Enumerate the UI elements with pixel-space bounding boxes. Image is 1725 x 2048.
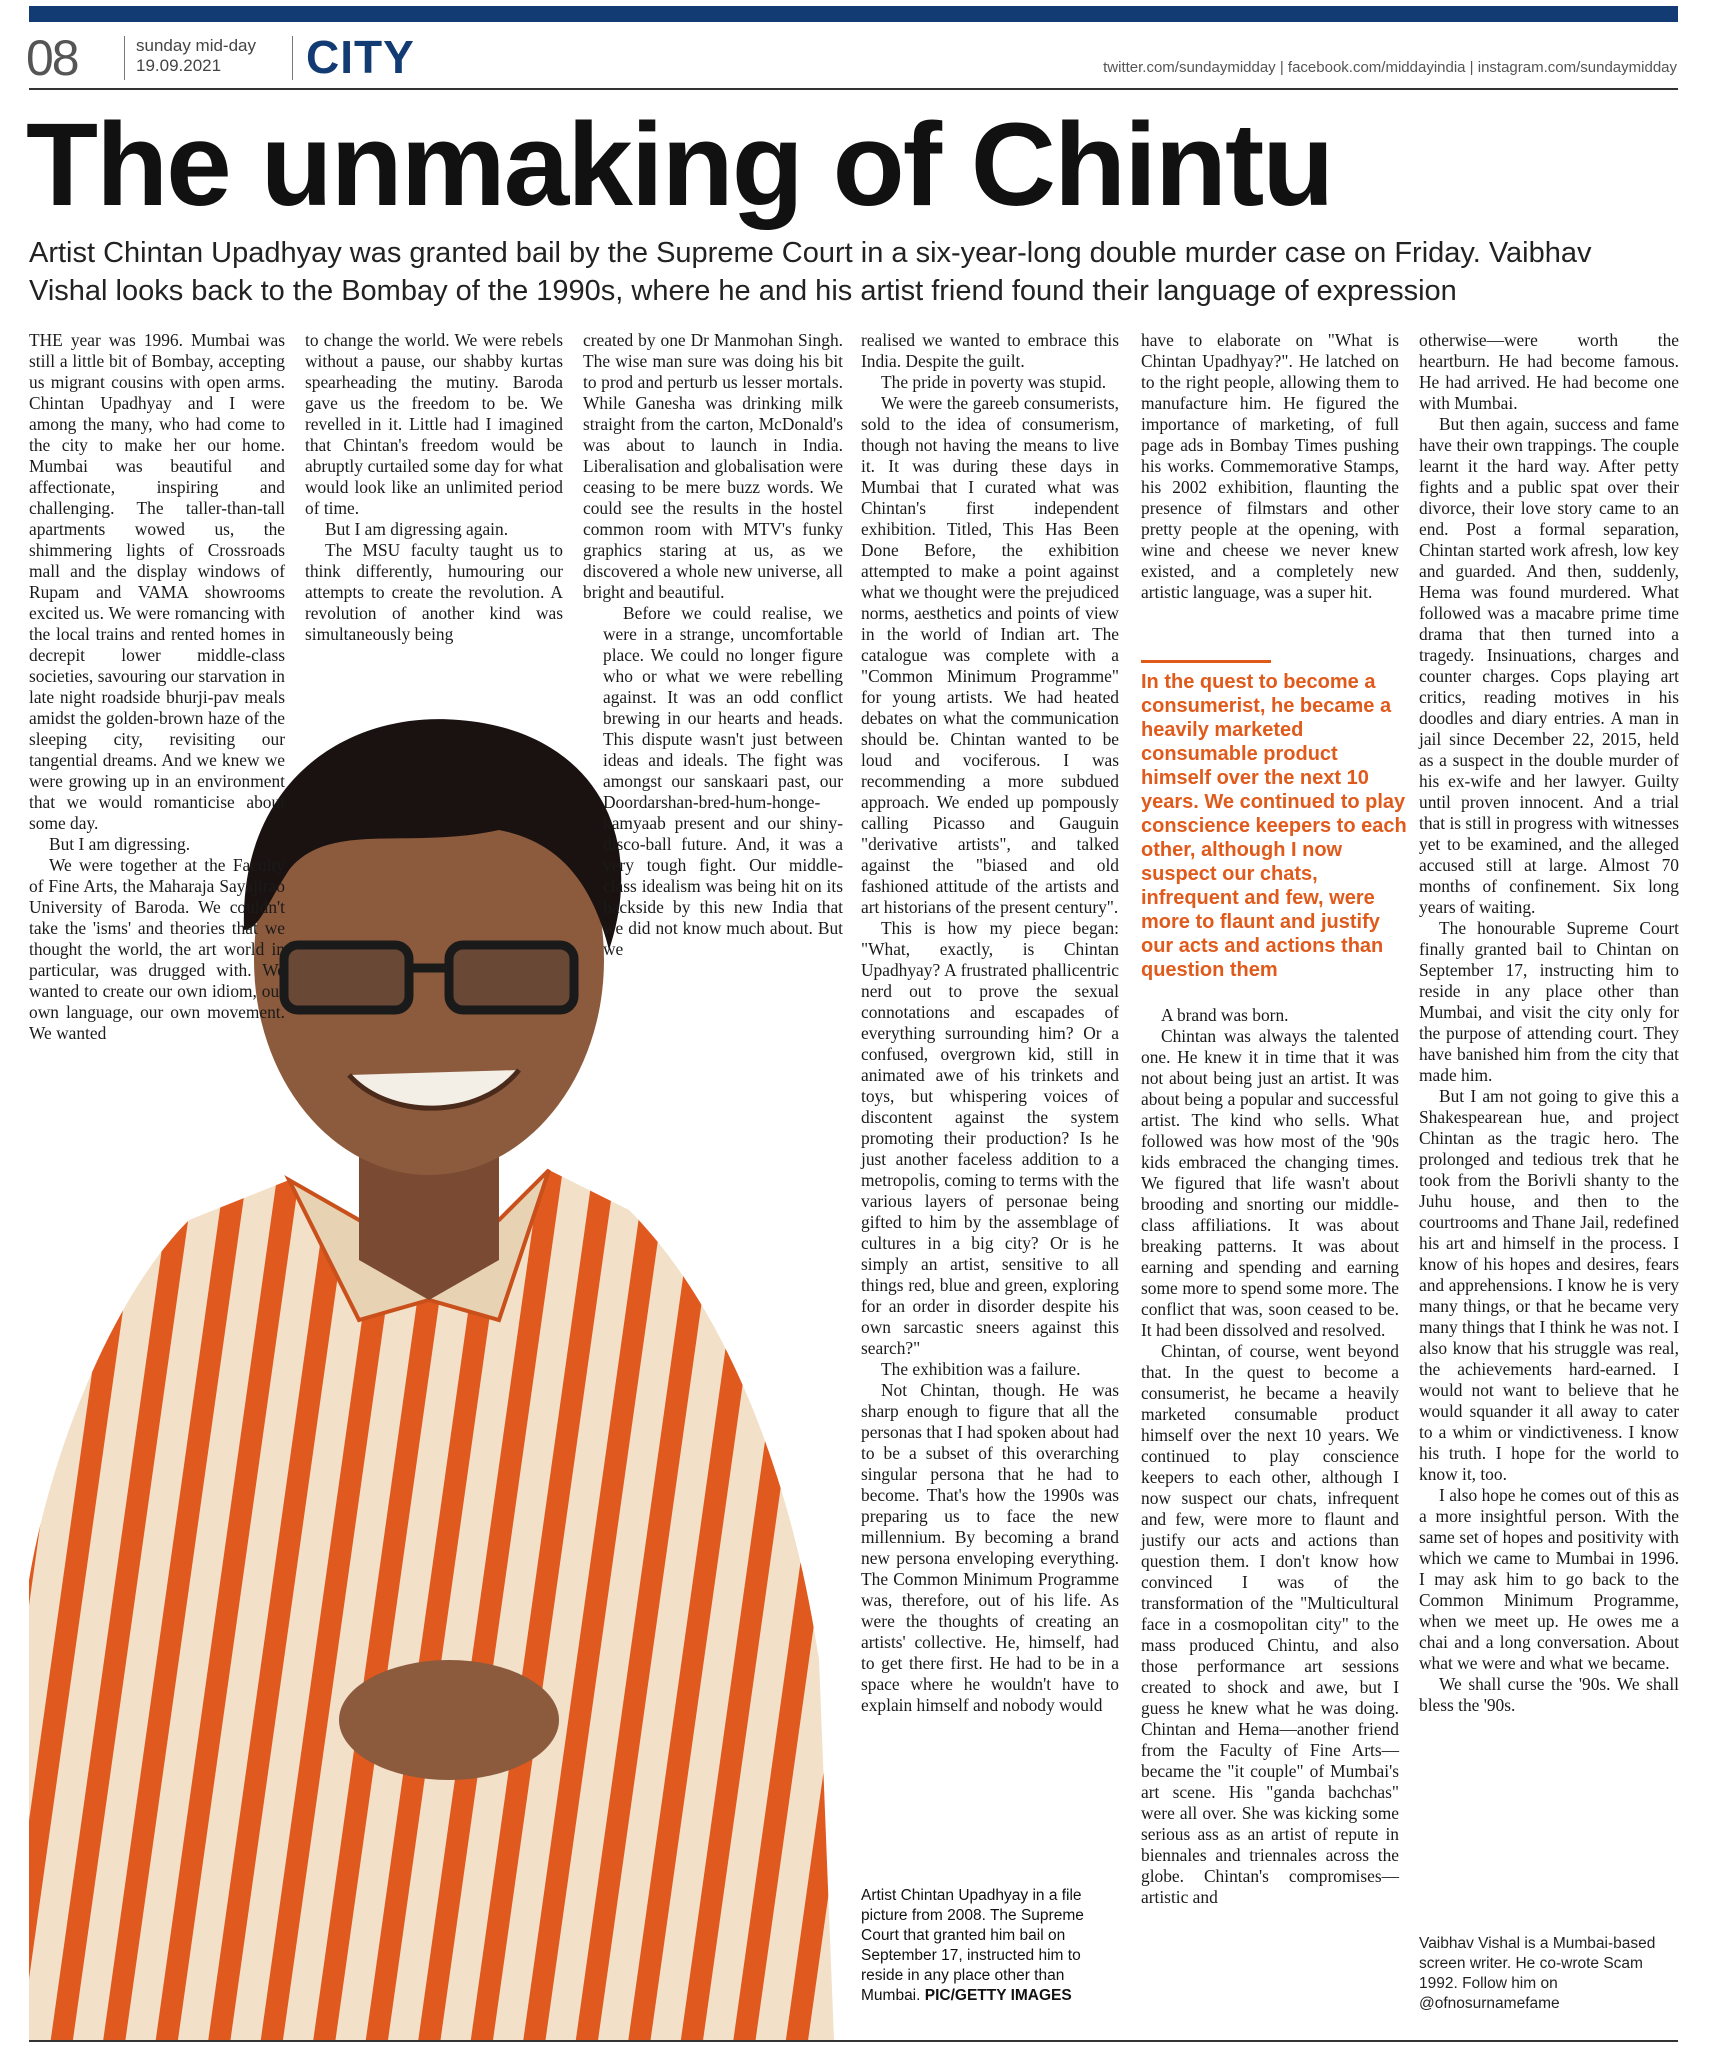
caption-text: Artist Chintan Upadhyay in a file picture from 2008. The Supreme Court that granted him bail on September 17, instructed him to reside in any place other than Mumbai. [861,1887,1084,2004]
section-label: CITY [306,31,415,83]
top-color-bar [29,6,1678,22]
bottom-rule [29,2040,1678,2042]
paragraph: But I am digressing again. [325,519,509,539]
paragraph: But I am not going to give this a Shakespearean hue, and project Chintan as the tragic hero. The prolonged and tedious trek that he took from the Borivli shanty to the Juhu house, and then to the courtrooms and Thane Jail, redefined his art and himself in the process. I know of his hopes and desires, fears and apprehensions. I know he is very many things, or that he became very many things that I think he was not. I also know that his struggle was real, the achievements hard-earned. I would not want to believe that he would squander it all away to cater to a whim or vindictiveness. I know his truth. I hope for the world to know it, too. [1419,1086,1679,1484]
paper-name: sunday mid-day [136,36,257,55]
text-column-3 [583,330,843,960]
pull-quote: In the quest to become a consumerist, he became a heavily marketed consumable product himself over the next 10 years. We continued to play conscience keepers to each other, although I now suspect our chats, infrequent and few, were more to flaunt and justify our acts and actions than question them [1141,671,1407,981]
paragraph: Chintan, of course, went beyond that. In the quest to become a consumerist, he became a heavily marketed consumable product himself over the next 10 years. We continued to play conscience keepers to each other, although I now suspect our chats, infrequent and few, were more to flaunt and justify our acts and actions than question them. I don't know how convinced I was of the transformation of the "Multicultural face in a cosmopolitan city" to the mass produced Chintu, and also those performance art sessions created to shock and awe, but I guess he knew what he was doing. Chintan and Hema—another friend from the Faculty of Fine Arts—became the "it couple" of Mumbai's art scene. His "ganda bachchas" were all over. She was kicking some serious ass as an artist of repute in biennales and triennales across the globe. Chintan's compromises—artistic and [1141,1341,1399,1907]
issue-date: 19.09.2021 [136,56,222,75]
text-column-6 [1419,330,1679,1716]
paragraph: have to elaborate on "What is Chintan Upadhyay?". He latched on to the right people, allowing them to manufacture him. He figured the importance of marketing, of full page ads in Bombay Times pushing his works. Commemorative Stamps, his 2002 exhibition, flaunting the presence of filmstars and other pretty people at the opening, with wine and cheese we never knew existed, and a completely new artistic language, was a super hit. [1141,330,1399,602]
paragraph: THE year was 1996. Mumbai was still a little bit of Bombay, accepting us migrant cousins with open arms. Chintan Upadhyay and I were among the many, who had come to the city to make her our home. Mumbai was beautiful and affectionate, inspiring and challenging. The taller-than-tall apartments wowed us, the shimmering lights of Crossroads mall and the display windows of Rupam and VAMA showrooms excited us. We were romancing with the local trains and rented homes in decrepit lower middle-class societies, savouring our starvation in late night roadside bhurji-pav meals amidst the golden-brown haze of the sleeping city, revisiting our tangential dreams. And we knew we were growing up in an environment that we would romanticise about some day. [29,330,285,833]
paragraph: I also hope he comes out of this as a more insightful person. With the same set of hopes and positivity with which we came to Mumbai in 1996. I may ask him to go back to the Common Minimum Programme, when we meet up. He owes me a chai and a long conversation. About what we were and what we became. [1419,1485,1679,1673]
paragraph: created by one Dr Manmohan Singh. The wise man sure was doing his bit to prod and perturb us lesser mortals. While Ganesha was drinking milk straight from the carton, McDonald's was about to launch in India. Liberalisation and globalisation were ceasing to be mere buzz words. We could see the results in the hostel common room with MTV's funky graphics staring at us, as we discovered a whole new universe, all bright and beautiful. [583,330,843,602]
masthead-divider [124,36,125,80]
paragraph: But then again, success and fame have their own trappings. The couple learnt it the hard way. After petty fights and a public spat over their divorce, their love story came to an end. Post a formal separation, Chintan started work afresh, low key and guarded. And then, suddenly, Hema was found murdered. What followed was a macabre prime time drama that then turned into a tragedy. Insinuations, charges and counter charges. Cops playing art critics, reading motives in his doodles and diary entries. A man in jail since December 22, 2015, held as a suspect in the double murder of his ex-wife and her lawyer. Guilty until proven innocent. And a trial that is still in progress with witnesses yet to be examined, and the alleged accused still at large. Almost 70 months of confinement. Six long years of waiting. [1419,414,1679,917]
headline: The unmaking of Chintu [26,99,1333,231]
paragraph: Chintan was always the talented one. He knew it in time that it was not about being just an artist. It was about being a popular and successful artist. The kind who sells. What followed was how most of the '90s kids embraced the changing times. We figured that life wasn't about brooding and snorting our middle-class affiliations. It was about breaking patterns. It was about earning and spending and earning some more to spend some more. The conflict that was, soon ceased to be. It had been dissolved and resolved. [1141,1026,1399,1340]
paragraph: The pride in poverty was stupid. [881,372,1107,392]
paragraph: We were together at the Faculty of Fine Arts, the Maharaja Sayajirao University of Baroda. We couldn't take the 'isms' and theories that we thought the world, the art world in particular, was drugged with. We wanted to create our own idiom, our own language, our own movement. We wanted [29,855,285,1043]
paragraph: The MSU faculty taught us to think differently, humouring our attempts to create the revolution. A revolution of another kind was simultaneously being [305,540,563,644]
paragraph: to change the world. We were rebels without a pause, our shabby kurtas spearheading the mutiny. Baroda gave us the freedom to be. We revelled in it. Little had I imagined that Chintan's freedom would be abruptly curtailed some day for what would look like an unlimited period of time. [305,330,563,518]
paragraph: The exhibition was a failure. [881,1359,1081,1379]
standfirst: Artist Chintan Upadhyay was granted bail by the Supreme Court in a six-year-long double murder case on Friday. Vaibhav Vishal looks back to the Bombay of the 1990s, where he and his artist friend found their language of expression [29,237,1592,307]
text-column-5-bottom [1141,1005,1399,1908]
paragraph: This is how my piece began: "What, exactly, is Chintan Upadhyay? A frustrated phallicentric nerd out to prove the sexual connotations and escapades of everything surrounding him? Or a confused, overgrown kid, still in animated awe of his trinkets and toys, but whispering voices of discontent against the system promoting their production? Is he just another faceless addition to a metropolis, coming to terms with the various layers of personae being gifted to him by the assemblage of cultures in a big city? Or is he simply an artist, sensitive to all things red, blue and green, exploring for an order in disorder despite his own sarcastic sneers against this search?" [861,918,1119,1358]
social-links[interactable]: twitter.com/sundaymidday | facebook.com/middayindia | instagram.com/sundaymidday [1103,59,1677,76]
paragraph: Not Chintan, though. He was sharp enough to figure that all the personas that I had spoken about had to be a subset of this overarching singular persona that he had to become. That's how the 1990s was preparing us to face the new millennium. By becoming a brand new persona enveloping everything. The Common Minimum Programme was, therefore, out of his life. As were the thoughts of creating an artists' collective. He, himself, had to get there first. He had to be in a space where he wouldn't have to explain himself and nobody would [861,1380,1119,1715]
paragraph: Before we could realise, we were in a strange, uncomfortable place. We could no longer figure who or what we were rebelling against. It was an odd conflict brewing in our hearts and heads. This dispute wasn't just between ideas and ideals. The fight was amongst our sanskaari past, our Doordarshan-bred-hum-honge-kamyaab present and our shiny-disco-ball future. And, it was a very tough fight. Our middle-class idealism was being hit on its backside by this new India that we did not know much about. But we [603,603,843,959]
paragraph: But I am digressing. [49,834,191,854]
masthead-divider [292,36,293,80]
masthead-paper-info [136,36,256,76]
text-column-5-top [1141,330,1399,603]
paragraph: We were the gareeb consumerists, sold to the idea of consumerism, though not having the means to live it. It was during these days in Mumbai that I curated what was Chintan's first independent exhibition. Titled, This Has Been Done Before, the exhibition attempted to make a point against what we thought were the prejudiced norms, aesthetics and points of view in the world of Indian art. The catalogue was complete with a "Common Minimum Programme" for young artists. We had heated debates on what the communication should be. Chintan wanted to be loud and vociferous. I was recommending a more subdued approach. We ended up pompously calling Picasso and Gauguin "derivative artists", and talked against the "biased and old fashioned attitude of the artists and art historians of the present century". [861,393,1119,917]
pull-quote-rule [1141,660,1271,663]
paragraph: A brand was born. [1161,1005,1289,1025]
paragraph: realised we wanted to embrace this India. Despite the guilt. [861,330,1119,371]
photo-caption [861,1886,1126,2006]
masthead-rule [29,88,1678,90]
text-column-4 [861,330,1119,1716]
hand [339,1660,559,1780]
paragraph: otherwise—were worth the heartburn. He had become famous. He had arrived. He had become one with Mumbai. [1419,330,1679,413]
text-column-1 [29,330,285,1044]
paragraph: The honourable Supreme Court finally granted bail to Chintan on September 17, instructing him to reside in any place other than Mumbai, and visit the city only for the purpose of attending court. They have banished him from the city that made him. [1419,918,1679,1085]
paragraph: We shall curse the '90s. We shall bless the '90s. [1419,1674,1679,1715]
text-column-2 [305,330,563,645]
author-bio: Vaibhav Vishal is a Mumbai-based screen writer. He co-wrote Scam 1992. Follow him on @ofnosurnamefame [1419,1935,1656,2012]
page-number: 08 [26,30,78,86]
photo-credit: PIC/GETTY IMAGES [924,1987,1072,2004]
